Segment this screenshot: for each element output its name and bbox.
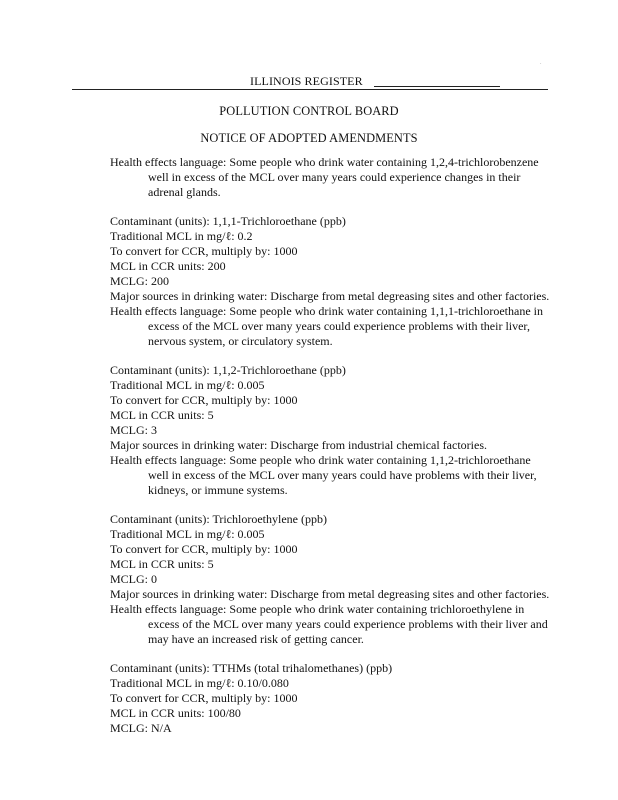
entry-line: MCL in CCR units: 100/80 bbox=[110, 706, 241, 720]
entry-line: Traditional MCL in mg/ℓ: 0.005 bbox=[110, 378, 265, 392]
entry-line: MCLG: 3 bbox=[110, 423, 158, 437]
header-rule bbox=[72, 89, 548, 90]
entry-line: To convert for CCR, multiply by: 1000 bbox=[110, 393, 298, 407]
entry-line: Traditional MCL in mg/ℓ: 0.005 bbox=[110, 527, 265, 541]
entry-line: Major sources in drinking water: Discharge from industrial chemical factories. bbox=[110, 438, 487, 452]
entry-line: Traditional MCL in mg/ℓ: 0.2 bbox=[110, 229, 253, 243]
entry-line: MCLG: 200 bbox=[110, 274, 170, 288]
contaminant-entry bbox=[110, 661, 550, 736]
register-issue-blank bbox=[374, 86, 500, 87]
corner-mark: . bbox=[540, 60, 542, 66]
entry-line: Contaminant (units): 1,1,2-Trichloroethane (ppb) bbox=[110, 363, 346, 377]
entry-line: To convert for CCR, multiply by: 1000 bbox=[110, 244, 298, 258]
entry-line: To convert for CCR, multiply by: 1000 bbox=[110, 542, 298, 556]
entry-line: MCLG: N/A bbox=[110, 721, 172, 735]
entry-line: MCL in CCR units: 5 bbox=[110, 408, 214, 422]
entry-line: To convert for CCR, multiply by: 1000 bbox=[110, 691, 298, 705]
entry-line: Contaminant (units): 1,1,1-Trichloroethane (ppb) bbox=[110, 214, 346, 228]
contaminant-entry bbox=[110, 155, 550, 200]
agency-title: POLLUTION CONTROL BOARD bbox=[219, 104, 399, 118]
contaminant-entry bbox=[110, 512, 550, 647]
entry-line: MCL in CCR units: 5 bbox=[110, 557, 214, 571]
contaminant-entry bbox=[110, 363, 550, 498]
entry-line: Health effects language: Some people who drink water containing 1,1,1-trichloroethane in excess of the MCL over many years could experience problems with their liver, nervous system, or circulatory system. bbox=[110, 304, 543, 348]
contaminant-entry bbox=[110, 214, 550, 349]
entry-line: Contaminant (units): Trichloroethylene (ppb) bbox=[110, 512, 327, 526]
entry-line: Health effects language: Some people who drink water containing 1,2,4-trichlorobenzene well in excess of the MCL over many years could experience changes in their adrenal glands. bbox=[110, 155, 539, 199]
notice-title: NOTICE OF ADOPTED AMENDMENTS bbox=[200, 131, 418, 145]
entry-line: Traditional MCL in mg/ℓ: 0.10/0.080 bbox=[110, 676, 289, 690]
entry-line: Health effects language: Some people who drink water containing trichloroethylene in excess of the MCL over many years could experience problems with their liver and may have an increased risk of getting cancer. bbox=[110, 602, 548, 646]
entry-line: Major sources in drinking water: Discharge from metal degreasing sites and other factories. bbox=[110, 289, 550, 303]
entry-line: Contaminant (units): TTHMs (total trihalomethanes) (ppb) bbox=[110, 661, 393, 675]
entry-line: Health effects language: Some people who drink water containing 1,1,2-trichloroethane well in excess of the MCL over many years could have problems with their liver, kidneys, or immune systems. bbox=[110, 453, 537, 497]
entry-line: Major sources in drinking water: Discharge from metal degreasing sites and other factories. bbox=[110, 587, 550, 601]
entry-line: MCL in CCR units: 200 bbox=[110, 259, 226, 273]
document-body bbox=[110, 155, 550, 736]
register-title: ILLINOIS REGISTER bbox=[250, 74, 363, 88]
entry-line: MCLG: 0 bbox=[110, 572, 158, 586]
